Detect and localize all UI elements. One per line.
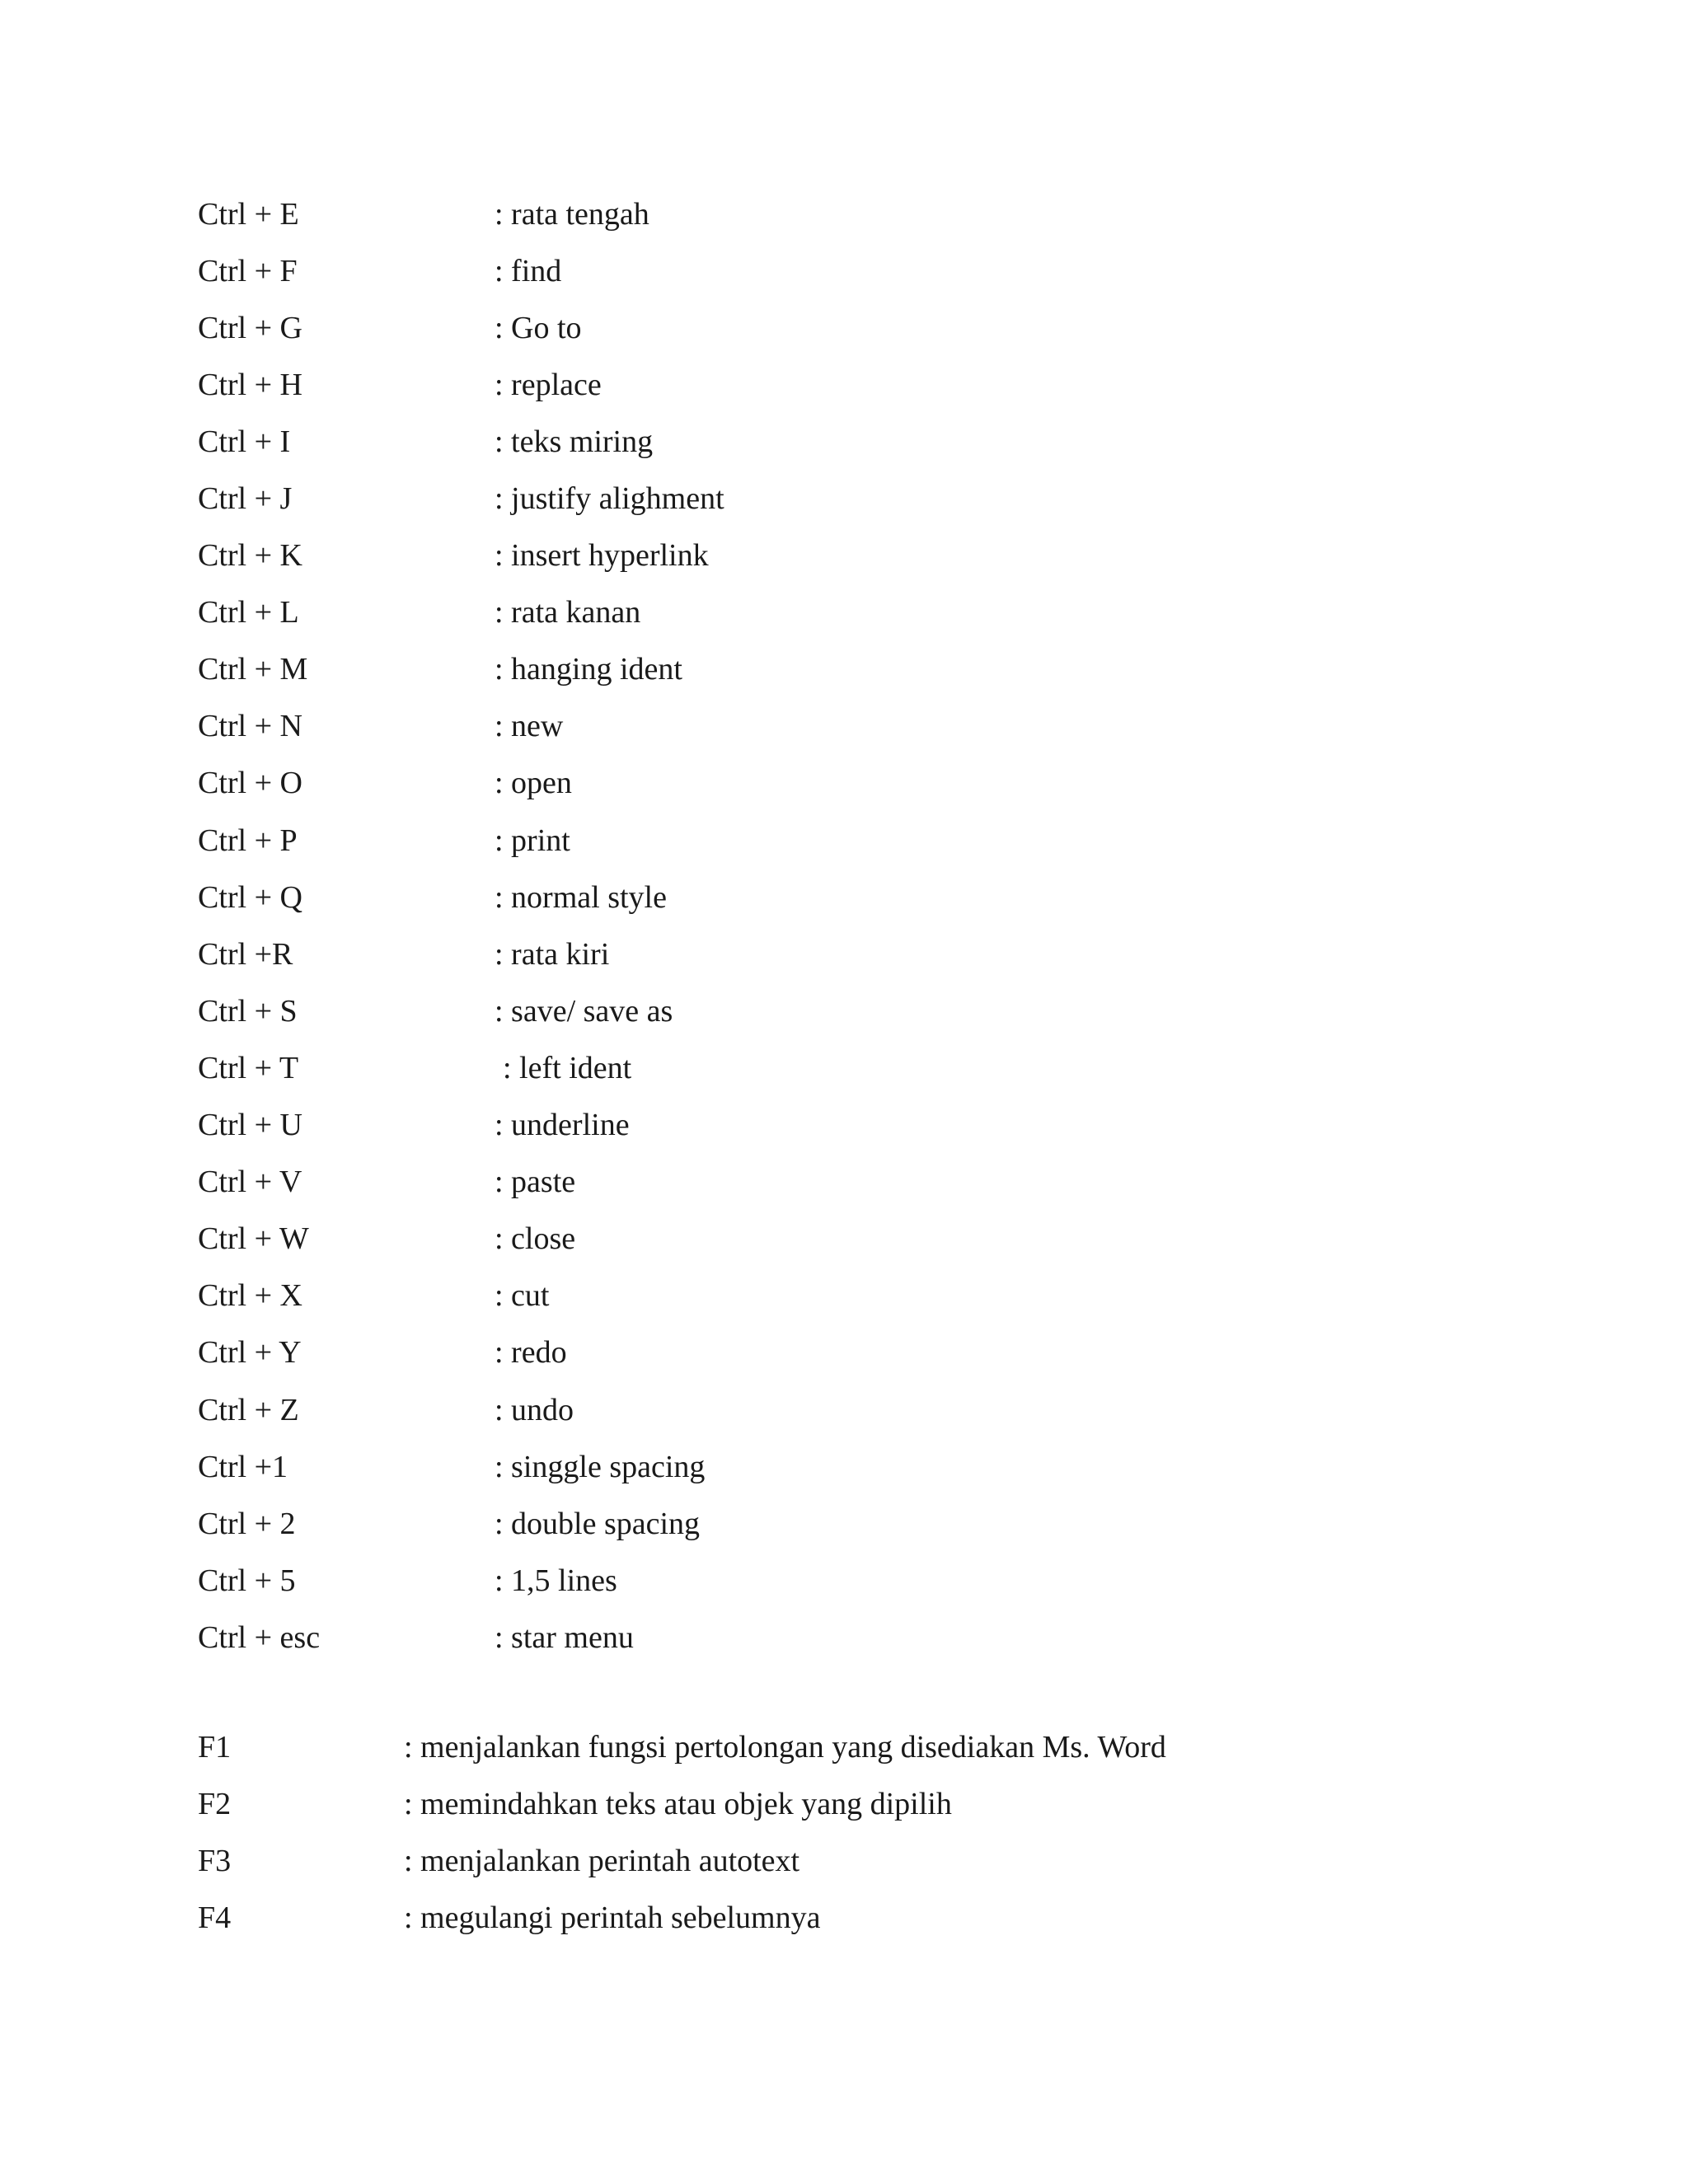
shortcut-row bbox=[198, 1552, 724, 1609]
shortcut-description: : close bbox=[495, 1221, 576, 1257]
shortcut-key: Ctrl + P bbox=[198, 823, 298, 858]
shortcut-key: Ctrl + W bbox=[198, 1221, 309, 1257]
shortcut-description: : double spacing bbox=[495, 1506, 701, 1541]
shortcut-description: : paste bbox=[495, 1165, 576, 1200]
shortcut-row bbox=[198, 982, 724, 1039]
shortcut-row bbox=[198, 641, 724, 698]
shortcut-row bbox=[198, 755, 724, 812]
shortcut-description: : justify alighment bbox=[495, 481, 724, 517]
shortcut-description: : open bbox=[495, 766, 572, 801]
function-key: F3 bbox=[198, 1843, 232, 1878]
shortcut-key: Ctrl + H bbox=[198, 367, 302, 402]
shortcut-key: Ctrl + Z bbox=[198, 1392, 299, 1427]
shortcut-key: Ctrl + Y bbox=[198, 1335, 302, 1371]
shortcut-row bbox=[198, 356, 724, 413]
shortcut-key: Ctrl + L bbox=[198, 595, 299, 630]
shortcut-row bbox=[198, 869, 724, 926]
shortcut-description: : star menu bbox=[495, 1619, 634, 1655]
shortcut-description: : singgle spacing bbox=[495, 1449, 706, 1484]
shortcut-row bbox=[198, 1211, 724, 1268]
function-key-list bbox=[198, 1718, 1166, 1946]
shortcut-row bbox=[198, 1154, 724, 1211]
shortcut-key: Ctrl + esc bbox=[198, 1619, 321, 1655]
shortcut-key: Ctrl + V bbox=[198, 1165, 302, 1200]
shortcut-key: Ctrl + G bbox=[198, 310, 302, 345]
shortcut-row bbox=[198, 470, 724, 527]
function-key-row bbox=[198, 1775, 1166, 1832]
function-key-description: : menjalankan fungsi pertolongan yang disediakan Ms. Word bbox=[404, 1729, 1166, 1765]
shortcut-row bbox=[198, 1097, 724, 1154]
shortcut-row bbox=[198, 299, 724, 356]
shortcut-row bbox=[198, 1495, 724, 1552]
shortcut-row bbox=[198, 698, 724, 755]
shortcut-description: : rata kiri bbox=[495, 936, 610, 972]
shortcut-key: Ctrl + N bbox=[198, 709, 302, 744]
function-key: F4 bbox=[198, 1900, 232, 1935]
function-key-row bbox=[198, 1889, 1166, 1946]
shortcut-key: Ctrl + Q bbox=[198, 879, 302, 915]
shortcut-description: : underline bbox=[495, 1108, 630, 1143]
shortcut-description: : replace bbox=[495, 367, 602, 402]
shortcut-row bbox=[198, 527, 724, 584]
shortcut-key: Ctrl + 2 bbox=[198, 1506, 296, 1541]
shortcut-row bbox=[198, 413, 724, 470]
shortcut-description: : 1,5 lines bbox=[495, 1563, 617, 1598]
shortcut-description: : print bbox=[495, 823, 570, 858]
shortcut-description: : rata kanan bbox=[495, 595, 641, 630]
shortcut-description: : normal style bbox=[495, 879, 667, 915]
function-key: F2 bbox=[198, 1786, 232, 1821]
shortcut-description: : insert hyperlink bbox=[495, 538, 709, 574]
shortcut-row bbox=[198, 1268, 724, 1324]
shortcut-description: : undo bbox=[495, 1392, 574, 1427]
shortcut-key: Ctrl + O bbox=[198, 766, 302, 801]
shortcut-key: Ctrl + 5 bbox=[198, 1563, 296, 1598]
shortcut-description: : hanging ident bbox=[495, 652, 682, 687]
shortcut-key: Ctrl + E bbox=[198, 196, 299, 232]
shortcut-row bbox=[198, 926, 724, 982]
function-key-description: : menjalankan perintah autotext bbox=[404, 1843, 800, 1878]
function-key-description: : memindahkan teks atau objek yang dipilih bbox=[404, 1786, 952, 1821]
shortcut-key: Ctrl + I bbox=[198, 424, 291, 459]
shortcut-row bbox=[198, 185, 724, 242]
shortcut-row bbox=[198, 1609, 724, 1666]
shortcut-row bbox=[198, 1381, 724, 1438]
shortcut-description: : left ident bbox=[503, 1050, 632, 1085]
shortcut-key: Ctrl + U bbox=[198, 1108, 302, 1143]
shortcut-row bbox=[198, 1438, 724, 1495]
shortcut-key: Ctrl + F bbox=[198, 253, 298, 288]
function-key-row bbox=[198, 1718, 1166, 1775]
shortcut-row bbox=[198, 242, 724, 299]
shortcut-row bbox=[198, 812, 724, 869]
shortcut-key: Ctrl +1 bbox=[198, 1449, 288, 1484]
shortcut-key: Ctrl + K bbox=[198, 538, 302, 574]
shortcut-row bbox=[198, 1039, 724, 1096]
shortcut-key: Ctrl + T bbox=[198, 1050, 299, 1085]
shortcut-key: Ctrl + J bbox=[198, 481, 293, 517]
shortcut-row bbox=[198, 584, 724, 641]
shortcut-description: : save/ save as bbox=[495, 993, 673, 1029]
shortcut-row bbox=[198, 1324, 724, 1381]
shortcut-key: Ctrl +R bbox=[198, 936, 293, 972]
shortcut-description: : teks miring bbox=[495, 424, 654, 459]
shortcut-key: Ctrl + M bbox=[198, 652, 308, 687]
shortcut-description: : find bbox=[495, 253, 562, 288]
shortcut-key: Ctrl + S bbox=[198, 993, 298, 1029]
ctrl-shortcut-list bbox=[198, 185, 724, 1666]
shortcut-description: : Go to bbox=[495, 310, 582, 345]
shortcut-description: : redo bbox=[495, 1335, 567, 1371]
shortcut-key: Ctrl + X bbox=[198, 1278, 302, 1314]
function-key-row bbox=[198, 1832, 1166, 1889]
function-key: F1 bbox=[198, 1729, 232, 1765]
shortcut-description: : rata tengah bbox=[495, 196, 649, 232]
function-key-description: : megulangi perintah sebelumnya bbox=[404, 1900, 821, 1935]
shortcut-description: : cut bbox=[495, 1278, 550, 1314]
shortcut-description: : new bbox=[495, 709, 564, 744]
